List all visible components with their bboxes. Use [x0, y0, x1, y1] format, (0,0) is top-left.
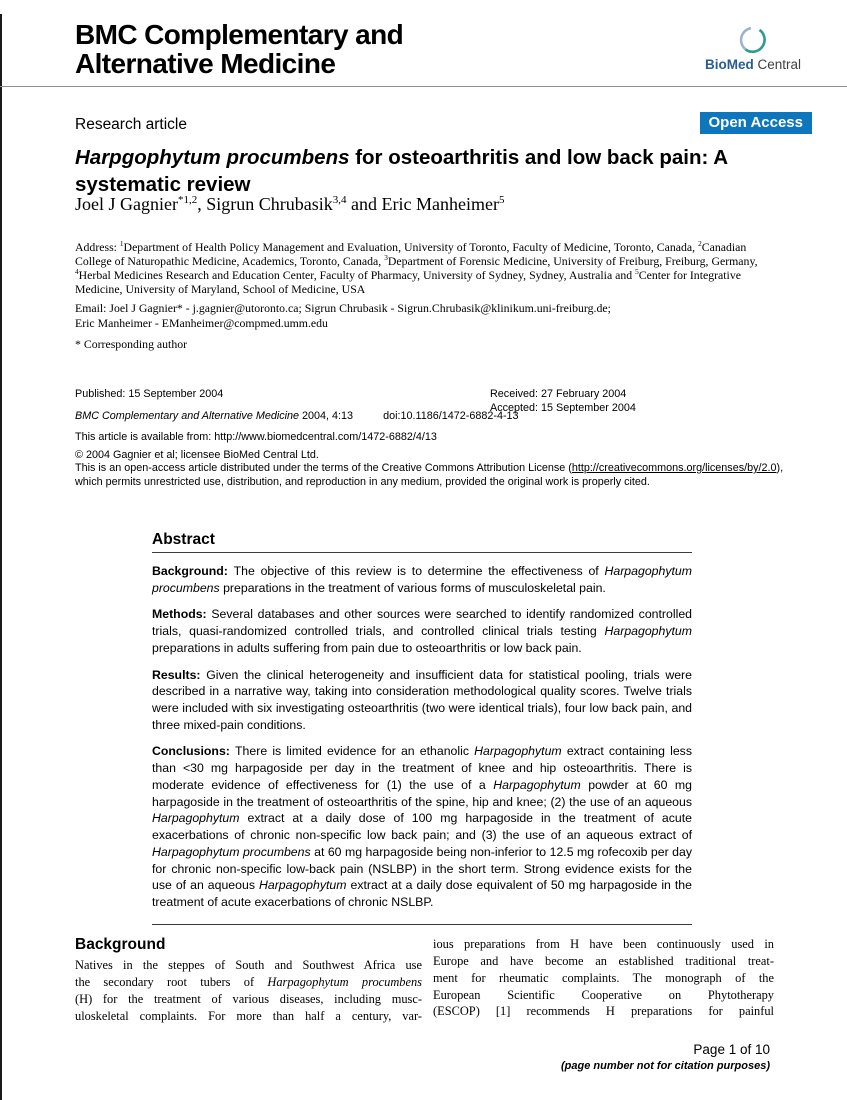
biomed-central-wordmark [700, 57, 806, 72]
text-line: uloskeletal complaints. For more than half a century, var- [75, 1008, 422, 1023]
abstract-heading: Abstract [152, 531, 692, 553]
available-from-label: This article is available from: [75, 431, 215, 443]
text-line: (ESCOP) [1] recommends H preparations for painful [433, 1004, 774, 1019]
logo-wordmark-central: Central [757, 57, 802, 72]
biomed-central-logo-icon [736, 22, 770, 56]
email-line-1: Email: Joel J Gagnier* - j.gagnier@utoronto.ca; Sigrun Chrubasik - Sigrun.Chrubasik@klinikum.uni-freiburg.de; [75, 301, 611, 315]
background-section [75, 936, 775, 1031]
email-block [75, 301, 775, 352]
published-line: Published: 15 September 2004 [75, 388, 224, 400]
authors-line: Joel J Gagnier$^{*1,2}$, Sigrun Chrubasik$^{3,4}$ and Eric Manheimer$^5$ [75, 194, 505, 214]
background-right-text [433, 936, 774, 1020]
address-block: Address: $^1$Department of Health Policy Management and Evaluation, University of Toronto, Faculty of Medicine, Toronto, Canada, $^2$Canadian College of Naturopathic Medicine, Academics, Toronto, Canada, $^3$Department of Forensic Medicine, University of Freiburg, Freiburg, Germany, $^4$Herbal Medicines Research and Education Center, Faculty of Pharmacy, University of Sydney, Sydney, Australia and $^5$Center for Integrative Medicine, University of Maryland, School of Medicine, USA [75, 239, 758, 297]
article-url-link[interactable]: http://www.biomedcentral.com/1472-6882/4/13 [214, 431, 437, 443]
text-line: European Scientific Cooperative on Phytotherapy [433, 987, 774, 1002]
license-text-suffix: ), which permits unrestricted use, distribution, and reproduction in any medium, provided the original work is properly cited. [75, 462, 784, 488]
text-line: the secondary root tubers of Harpagophytum procumbens [75, 974, 422, 989]
copyright-line: © 2004 Gagnier et al; licensee BioMed Central Ltd. [75, 449, 319, 461]
email-line-2: Eric Manheimer - EManheimer@compmed.umm.edu [75, 315, 328, 330]
text-line: Europe and have become an established traditional treat- [433, 953, 774, 968]
open-access-badge[interactable]: Open Access [700, 112, 813, 134]
abstract-paragraph-results: Results: Given the clinical heterogeneity and insufficient data for statistical pooling, trials were described in a narrative way, taking into consideration methodological quality scores. Twelve trials were included with six investigating osteoarthritis (two were identical trials), four low back pain, and three mixed-pain conditions. [152, 667, 692, 732]
citation-line: BMC Complementary and Alternative Medicine 2004, 4:13 doi:10.1186/1472-6882-4-13 [75, 410, 519, 422]
article-type-row [75, 116, 812, 142]
cc-license-link[interactable]: http://creativecommons.org/licenses/by/2.0 [571, 462, 777, 474]
page-number: Page 1 of 10 [693, 1042, 770, 1057]
received-line: Received: 27 February 2004 [490, 388, 627, 400]
text-line: (H) for the treatment of various diseases, including musc- [75, 991, 422, 1006]
available-from-line [75, 431, 437, 445]
text-line: ment for rheumatic complaints. The monograph of the [433, 970, 774, 985]
journal-masthead-title [75, 20, 403, 79]
article-title [75, 144, 785, 199]
page-edge-artifact [0, 14, 2, 1100]
article-title-line2: systematic review [75, 173, 251, 197]
abstract-paragraph-background: Background: The objective of this review is to determine the effectiveness of Harpagophytum procumbens preparations in the treatment of various forms of musculoskeletal pain. [152, 564, 692, 595]
header-divider [0, 86, 847, 87]
license-paragraph [75, 462, 791, 490]
abstract-section [152, 531, 692, 925]
article-type-label: Research article [75, 116, 187, 133]
biomed-central-logo [700, 22, 806, 72]
abstract-bottom-rule [152, 924, 692, 925]
journal-title-line2: Alternative Medicine [75, 48, 336, 80]
article-title-line1: Harpgophytum procumbens for osteoarthritis and low back pain: A [75, 146, 729, 169]
received-accepted-block [490, 388, 636, 416]
logo-wordmark-biomed: BioMed [704, 57, 754, 72]
background-column-right [433, 936, 774, 1020]
license-text-prefix: This is an open-access article distributed under the terms of the Creative Commons Attribution License ( [75, 462, 572, 474]
citation-note: (page number not for citation purposes) [560, 1060, 770, 1072]
text-line: Natives in the steppes of South and Southwest Africa use [75, 958, 422, 972]
background-column-left [75, 936, 422, 1024]
accepted-line: Accepted: 15 September 2004 [490, 401, 636, 414]
journal-title-line1: BMC Complementary and [75, 19, 404, 50]
background-left-text [75, 957, 422, 1024]
corresponding-author-note: * Corresponding author [75, 337, 188, 352]
text-line: ious preparations from H have been continuously used in [433, 937, 774, 951]
abstract-paragraph-methods: Methods: Several databases and other sources were searched to identify randomized controlled trials, quasi-randomized controlled trials, and controlled clinical trials testing Harpagophytum preparations in adults suffering from pain due to osteoarthritis or low back pain. [152, 607, 692, 655]
publication-meta [75, 388, 791, 500]
page-footer [561, 1042, 770, 1072]
background-heading: Background [75, 936, 166, 953]
abstract-paragraph-conclusions: Conclusions: There is limited evidence for an ethanolic Harpagophytum extract containing less than <30 mg harpagoside per day in the treatment of knee and hip osteoarthritis. There is moderate evidence of effectiveness for (1) the use of a Harpagophytum powder at 60 mg harpagoside in the treatment of osteoarthritis of the spine, hip and knee; (2) the use of an aqueous Harpagophytum extract at a daily dose of 100 mg harpagoside in the treatment of acute exacerbations of chronic non-specific low back pain; and (3) the use of an aqueous extract of Harpagophytum procumbens at 60 mg harpagoside being non-inferior to 12.5 mg rofecoxib per day for chronic non-specific low-back pain (NSLBP) in the short term. Strong evidence exists for the use of an aqueous Harpagophytum extract at a daily dose equivalent of 50 mg harpagoside in the treatment of acute exacerbations of chronic NSLBP. [152, 744, 692, 909]
